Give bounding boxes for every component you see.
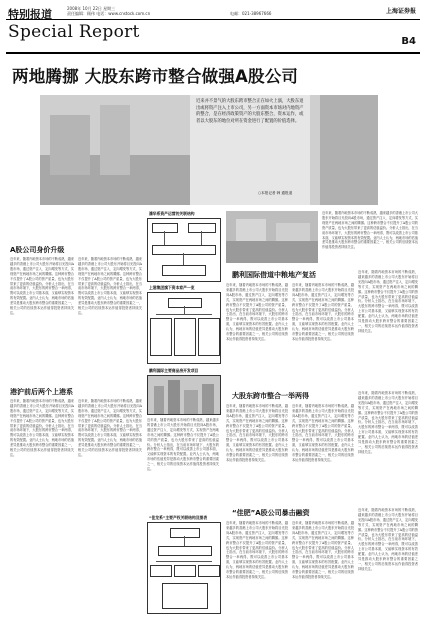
article-title-3: 鹏利国际借道中粮地产复活 <box>232 271 316 279</box>
diagram-node <box>152 245 216 255</box>
diagram-connector <box>156 561 212 562</box>
article-body-3d: 近年来，随着内地资本市场的不断成熟，越来越多的香港上市公司大股东开始将目光投向A股市场，通过资产注入、定向增发等方式，实现资产在两地市场之间的腾挪。这种跨市整合不仅提升了A股公司的资产质量，也为大股东带来了更高的估值溢价。分析人士指出，在当前市场环境下，大股东的跨市整合一举两得，既可以改善上市公司基本面，又能够实现资本的有效配置。业内人士认为，两地市场的估值差异是推动大股东跨市整合的重要因素之一，相关公司的后续资本运作值得投资者持续关注。 <box>358 270 418 333</box>
article-body-1a: 近年来，随着内地资本市场的不断成熟，越来越多的香港上市公司大股东开始将目光投向A股市场，通过资产注入、定向增发等方式，实现资产在两地市场之间的腾挪。这种跨市整合不仅提升了A股公司的资产质量，也为大股东带来了更高的估值溢价。分析人士指出，在当前市场环境下，大股东的跨市整合一举两得，既可以改善上市公司基本面，又能够实现资本的有效配置。业内人士认为，两地市场的估值差异是推动大股东跨市整合的重要因素之一，相关公司的后续资本运作值得投资者持续关注。 <box>10 257 74 315</box>
article-body-2a: 近年来，随着内地资本市场的不断成熟，越来越多的香港上市公司大股东开始将目光投向A股市场，通过资产注入、定向增发等方式，实现资产在两地市场之间的腾挪。这种跨市整合不仅提升了A股公司的资产质量，也为大股东带来了更高的估值溢价。分析人士指出，在当前市场环境下，大股东的跨市整合一举两得，既可以改善上市公司基本面，又能够实现资本的有效配置。业内人士认为，两地市场的估值差异是推动大股东跨市整合的重要因素之一，相关公司的后续资本运作值得投资者持续关注。 <box>10 399 74 457</box>
figure-3-image <box>147 375 221 415</box>
meta-date: 2008年 10月 22日 星期三 <box>67 6 116 11</box>
diagram-node <box>198 318 220 356</box>
header-rule-bottom <box>6 52 420 54</box>
article-body-3a: 近年来，随着内地资本市场的不断成熟，越来越多的香港上市公司大股东开始将目光投向A股市场，通过资产注入、定向增发等方式，实现资产在两地市场之间的腾挪。这种跨市整合不仅提升了A股公司的资产质量，也为大股东带来了更高的估值溢价。分析人士指出，在当前市场环境下，大股东的跨市整合一举两得，既可以改善上市公司基本面，又能够实现资本的有效配置。业内人士认为，两地市场的估值差异是推动大股东跨市整合的重要因素之一，相关公司的后续资本运作值得投资者持续关注。 <box>322 211 418 250</box>
article-body-1b: 近年来，随着内地资本市场的不断成熟，越来越多的香港上市公司大股东开始将目光投向A股市场，通过资产注入、定向增发等方式，实现资产在两地市场之间的腾挪。这种跨市整合不仅提升了A股公司的资产质量，也为大股东带来了更高的估值溢价。分析人士指出，在当前市场环境下，大股东的跨市整合一举两得，既可以改善上市公司基本面，又能够实现资本的有效配置。业内人士认为，两地市场的估值差异是推动大股东跨市整合的重要因素之一，相关公司的后续资本运作值得投资者持续关注。 <box>78 257 142 315</box>
figure-title-3: 鹏利国际主要商品房开发项目 <box>149 368 199 373</box>
article-body-4b: 近年来，随着内地资本市场的不断成熟，越来越多的香港上市公司大股东开始将目光投向A股市场，通过资产注入、定向增发等方式，实现资产在两地市场之间的腾挪。这种跨市整合不仅提升了A股公司的资产质量，也为大股东带来了更高的估值溢价。分析人士指出，在当前市场环境下，大股东的跨市整合一举两得，既可以改善上市公司基本面，又能够实现资本的有效配置。业内人士认为，两地市场的估值差异是推动大股东跨市整合的重要因素之一，相关公司的后续资本运作值得投资者持续关注。 <box>292 404 354 462</box>
diagram-node <box>168 298 202 308</box>
figure-2-diagram <box>147 292 221 364</box>
diagram-node <box>150 318 172 356</box>
article-body-5c: 近年来，随着内地资本市场的不断成熟，越来越多的香港上市公司大股东开始将目光投向A股市场，通过资产注入、定向增发等方式，实现资产在两地市场之间的腾挪。这种跨市整合不仅提升了A股公司的资产质量，也为大股东带来了更高的估值溢价。分析人士指出，在当前市场环境下，大股东的跨市整合一举两得，既可以改善上市公司基本面，又能够实现资本的有效配置。业内人士认为，两地市场的估值差异是推动大股东跨市整合的重要因素之一，相关公司的后续资本运作值得投资者持续关注。 <box>358 508 418 571</box>
main-headline: 两地腾挪 大股东跨市整合做强A股公司 <box>12 67 299 86</box>
diagram-node <box>162 265 206 276</box>
meta-email: 电邮：021-38967666 <box>230 11 272 16</box>
article-body-5a: 近年来，随着内地资本市场的不断成熟，越来越多的香港上市公司大股东开始将目光投向A股市场，通过资产注入、定向增发等方式，实现资产在两地市场之间的腾挪。这种跨市整合不仅提升了A股公司的资产质量，也为大股东带来了更高的估值溢价。分析人士指出，在当前市场环境下，大股东的跨市整合一举两得，既可以改善上市公司基本面，又能够实现资本的有效配置。业内人士认为，两地市场的估值差异是推动大股东跨市整合的重要因素之一，相关公司的后续资本运作值得投资者持续关注。 <box>226 521 288 579</box>
figure-1-diagram <box>147 218 221 282</box>
figure-4-diagram <box>147 522 221 614</box>
section-name: 特别报道 <box>8 8 52 21</box>
diagram-connector <box>183 253 184 265</box>
article-title-2: 港沪前后两个上港系 <box>10 388 73 396</box>
article-body-5b: 近年来，随着内地资本市场的不断成熟，越来越多的香港上市公司大股东开始将目光投向A股市场，通过资产注入、定向增发等方式，实现资产在两地市场之间的腾挪。这种跨市整合不仅提升了A股公司的资产质量，也为大股东带来了更高的估值溢价。分析人士指出，在当前市场环境下，大股东的跨市整合一举两得，既可以改善上市公司基本面，又能够实现资本的有效配置。业内人士认为，两地市场的估值差异是推动大股东跨市整合的重要因素之一，相关公司的后续资本运作值得投资者持续关注。 <box>292 521 354 579</box>
diagram-connector <box>156 314 212 315</box>
diagram-connector <box>201 231 202 245</box>
pull-quote: 近来并不景气的大股东跨市整合正在如火上演，大股东退出或将资产注入上市公司，另一方面资本市场对内地资产的整合，是在经济政策资产的大股东整合，资本运作，或者以大股东的地位对所在资金进行了配置的价值选择。 <box>196 99 304 124</box>
diagram-connector <box>184 306 185 314</box>
page-number: B4 <box>401 36 416 47</box>
project-photo <box>148 376 220 414</box>
article-photo-image <box>226 211 318 263</box>
diagram-connector <box>184 536 185 546</box>
article-body-2b: 近年来，随着内地资本市场的不断成熟，越来越多的香港上市公司大股东开始将目光投向A股市场，通过资产注入、定向增发等方式，实现资产在两地市场之间的腾挪。这种跨市整合不仅提升了A股公司的资产质量，也为大股东带来了更高的估值溢价。分析人士指出，在当前市场环境下，大股东的跨市整合一举两得，既可以改善上市公司基本面，又能够实现资本的有效配置。业内人士认为，两地市场的估值差异是推动大股东跨市整合的重要因素之一，相关公司的后续资本运作值得投资者持续关注。 <box>78 399 142 457</box>
pull-quote-byline: ○本报记者 韩 通报道 <box>258 191 293 195</box>
diagram-node <box>152 223 178 233</box>
masthead-meta <box>67 6 150 16</box>
article-body-3b: 近年来，随着内地资本市场的不断成熟，越来越多的香港上市公司大股东开始将目光投向A股市场，通过资产注入、定向增发等方式，实现资产在两地市场之间的腾挪。这种跨市整合不仅提升了A股公司的资产质量，也为大股东带来了更高的估值溢价。分析人士指出，在当前市场环境下，大股东的跨市整合一举两得，既可以改善上市公司基本面，又能够实现资本的有效配置。业内人士认为，两地市场的估值差异是推动大股东跨市整合的重要因素之一，相关公司的后续资本运作值得投资者持续关注。 <box>226 283 288 341</box>
figure-title-2: 上港集团旗下资本家产一览 <box>149 285 195 290</box>
article-title-1: A股公司身价升级 <box>10 246 65 254</box>
paper-name: 上海证券报 <box>385 8 416 15</box>
article-body-3c: 近年来，随着内地资本市场的不断成熟，越来越多的香港上市公司大股东开始将目光投向A股市场，通过资产注入、定向增发等方式，实现资产在两地市场之间的腾挪。这种跨市整合不仅提升了A股公司的资产质量，也为大股东带来了更高的估值溢价。分析人士指出，在当前市场环境下，大股东的跨市整合一举两得，既可以改善上市公司基本面，又能够实现资本的有效配置。业内人士认为，两地市场的估值差异是推动大股东跨市整合的重要因素之一，相关公司的后续资本运作值得投资者持续关注。 <box>292 283 354 341</box>
diagram-node <box>174 318 196 356</box>
diagram-node <box>198 565 220 577</box>
meta-editor: 责任编辑：顾伟 电话：www.cnstock.com.cn <box>67 11 151 16</box>
diagram-node <box>188 223 216 233</box>
section-title-en: Special Report <box>8 22 140 42</box>
diagram-node <box>162 583 208 609</box>
diagram-connector <box>164 231 165 245</box>
figure-title-4: “佳龙系”主要产权关联结构及图表 <box>149 515 208 520</box>
article-title-5: “佳肥”A股公司暴击融资 <box>232 509 310 517</box>
article-body-4c: 近年来，随着内地资本市场的不断成熟，越来越多的香港上市公司大股东开始将目光投向A股市场，通过资产注入、定向增发等方式，实现资产在两地市场之间的腾挪。这种跨市整合不仅提升了A股公司的资产质量，也为大股东带来了更高的估值溢价。分析人士指出，在当前市场环境下，大股东的跨市整合一举两得，既可以改善上市公司基本面，又能够实现资本的有效配置。业内人士认为，两地市场的估值差异是推动大股东跨市整合的重要因素之一，相关公司的后续资本运作值得投资者持续关注。 <box>358 391 418 454</box>
diagram-node <box>158 546 212 556</box>
diagram-node <box>174 565 196 577</box>
article-body-2c: 近年来，随着内地资本市场的不断成熟，越来越多的香港上市公司大股东开始将目光投向A股市场，通过资产注入、定向增发等方式，实现资产在两地市场之间的腾挪。这种跨市整合不仅提升了A股公司的资产质量，也为大股东带来了更高的估值溢价。分析人士指出，在当前市场环境下，大股东的跨市整合一举两得，既可以改善上市公司基本面，又能够实现资本的有效配置。业内人士认为，两地市场的估值差异是推动大股东跨市整合的重要因素之一，相关公司的后续资本运作值得投资者持续关注。 <box>147 418 219 472</box>
figure-title-1: 潘华系资产运营的关联结构 <box>149 211 195 216</box>
diagram-node <box>170 528 200 538</box>
article-title-4: 大股东跨市整合一举两得 <box>232 392 309 400</box>
article-body-4a: 近年来，随着内地资本市场的不断成熟，越来越多的香港上市公司大股东开始将目光投向A股市场，通过资产注入、定向增发等方式，实现资产在两地市场之间的腾挪。这种跨市整合不仅提升了A股公司的资产质量，也为大股东带来了更高的估值溢价。分析人士指出，在当前市场环境下，大股东的跨市整合一举两得，既可以改善上市公司基本面，又能够实现资本的有效配置。业内人士认为，两地市场的估值差异是推动大股东跨市整合的重要因素之一，相关公司的后续资本运作值得投资者持续关注。 <box>226 404 288 462</box>
header-rule <box>6 19 420 20</box>
article-photo-right <box>226 211 318 263</box>
diagram-node <box>150 565 172 577</box>
